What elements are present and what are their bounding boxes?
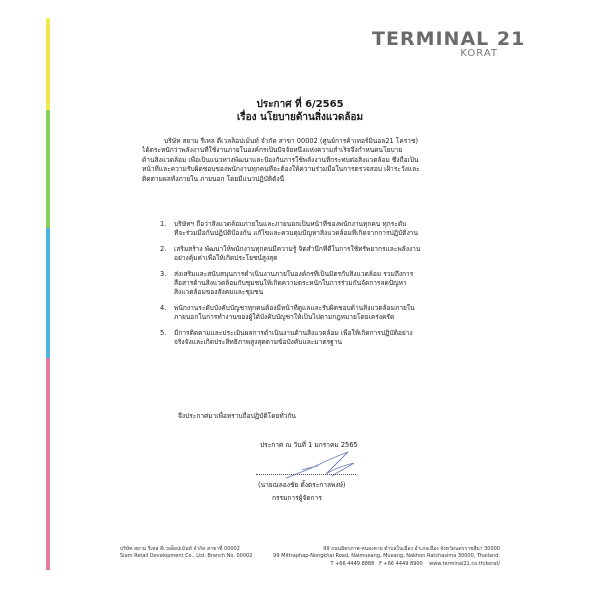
closing-statement: จึงประกาศมาเพื่อทราบถือปฏิบัติโดยทั่วกัน <box>178 412 296 420</box>
footer-address-th: 99 ถนนมิตรภาพ-หนองคาย ตำบลในเมือง อำเภอเมือง จังหวัดนครราชสีมา 30000 <box>323 546 500 552</box>
footer-company-en: Siam Retail Development Co., Ltd. Branch No. 00002 <box>120 553 253 560</box>
policy-item-5 <box>160 329 480 348</box>
footer-website-link[interactable]: www.terminal21.co.th/korat/ <box>429 560 500 567</box>
policy-item-3 <box>160 270 480 298</box>
policy-item-line: บริษัทฯ ถือว่าสิ่งแวดล้อมภายในและภายนอกเป็นหน้าที่ของพนักงานทุกคน ทุกระดับ <box>174 220 407 228</box>
intro-line: ด้านสิ่งแวดล้อม เพื่อเป็นแนวทางพัฒนาและป้องกันการใช้พลังงานที่กระทบต่อสิ่งแวดล้อม ซึ่งถือเป็น <box>142 155 419 164</box>
policy-item-number: 1. <box>160 220 167 228</box>
policy-item-line: จริงจังและเกิดประสิทธิภาพสูงสุดตามข้อบังคับและมาตรฐาน <box>174 338 343 347</box>
policy-item-4 <box>160 304 480 323</box>
intro-line: บริษัท สยาม รีเทล ดีเวลล็อปเม้นท์ จำกัด สาขา 00002 (ศูนย์การค้าเทอร์มินอล21 โคราช) <box>164 137 419 145</box>
policy-item-line: มีการติดตามและประเมินผลการดำเนินงานด้านสิ่งแวดล้อม เพื่อให้เกิดการปฏิบัติอย่าง <box>174 328 413 337</box>
logo-location: KORAT <box>460 48 498 59</box>
footer <box>120 546 500 568</box>
intro-line: หน้าที่และความรับผิดชอบของพนักงานทุกคนที่จะต้องให้ความร่วมมือในการตรวจสอบ เฝ้าระวังและ <box>142 165 420 174</box>
footer-row-contact <box>120 561 500 568</box>
policy-item-line: อย่างคุ้มค่าเพื่อให้เกิดประโยชน์สูงสุด <box>174 254 278 263</box>
color-stripe-green <box>46 110 50 228</box>
footer-row-english <box>120 553 500 560</box>
policy-item-number: 2. <box>160 244 167 253</box>
footer-phone: T +66 4449 8888 <box>330 560 375 567</box>
announcement-subject: เรื่อง นโยบายด้านสิ่งแวดล้อม <box>236 112 364 123</box>
policy-item-line: สื่อสารด้านสิ่งแวดล้อมกับชุมชนให้เกิดความตระหนักในการร่วมกันจัดการลดปัญหา <box>174 279 407 288</box>
signature-image <box>282 450 362 484</box>
footer-row-thai <box>120 546 500 553</box>
policy-item-1 <box>160 220 480 239</box>
policy-item-line: พนักงานระดับบังคับบัญชาทุกคนต้องมีหน้าที่ดูแลและรับผิดชอบด้านสิ่งแวดล้อมภายใน <box>174 303 415 312</box>
policy-item-line: เสริมสร้าง พัฒนาให้พนักงานทุกคนมีความรู้ จิตสำนึกที่ดีในการใช้ทรัพยากรและพลังงาน <box>174 244 421 253</box>
policy-item-line: สิ่งแวดล้อมของสังคมและชุมชน <box>174 288 264 297</box>
intro-line: ติดตามผลทั้งภายใน ภายนอก โดยมีแนวปฏิบัติดังนี้ <box>142 174 285 183</box>
intro-line: ได้ตระหนักว่าพลังงานที่ใช้งานภายในองค์กรเป็นปัจจัยหนึ่งแห่งความสำเร็จจึงกำหนดนโยบาย <box>142 146 403 155</box>
signer-title: กรรมการผู้จัดการ <box>272 494 322 502</box>
policy-item-line: ที่จะร่วมมือกันปฏิบัติป้องกัน แก้ไขและควบคุมปัญหาสิ่งแวดล้อมที่เกิดจากการปฏิบัติงาน <box>174 229 419 238</box>
policy-item-2 <box>160 245 480 264</box>
footer-company-th: บริษัท สยาม รีเทล ดีเวลล็อปเม้นท์ จำกัด สาขาที่ 00002 <box>120 546 240 552</box>
signature-line <box>256 474 356 475</box>
announcement-number: ประกาศ ที่ 6/2565 <box>256 99 344 110</box>
policy-item-number: 5. <box>160 328 167 337</box>
policy-item-line: ภายนอกในการทำงานของผู้ใต้บังคับบัญชาให้เป็นไปตามกฎหมายโดยเคร่งครัด <box>174 313 395 322</box>
intro-paragraph <box>142 137 472 184</box>
terminal21-logo <box>372 28 526 59</box>
color-stripe-pink <box>46 358 50 570</box>
footer-address-en: 99 Mittraphap-Nongkhai Road, Naimueang, Mueang, Nakhon Ratchasima 30000, Thailand. <box>273 553 500 560</box>
footer-fax: F +66 4449 8900 <box>379 560 423 567</box>
policy-item-line: ส่งเสริมและสนับสนุนการดำเนินงานภายในองค์กรที่เป็นมิตรกับสิ่งแวดล้อม รวมถึงการ <box>174 269 414 278</box>
announcement-date: ประกาศ ณ วันที่ 1 มกราคม 2565 <box>260 441 358 449</box>
signer-name: (นายณลองชัย ตั้งตระกาลพงษ์) <box>258 481 346 489</box>
policy-item-number: 3. <box>160 269 167 278</box>
policy-list <box>160 220 480 353</box>
color-stripe-blue <box>46 228 50 358</box>
logo-brand: TERMINAL 21 <box>372 28 526 50</box>
policy-item-number: 4. <box>160 303 167 312</box>
